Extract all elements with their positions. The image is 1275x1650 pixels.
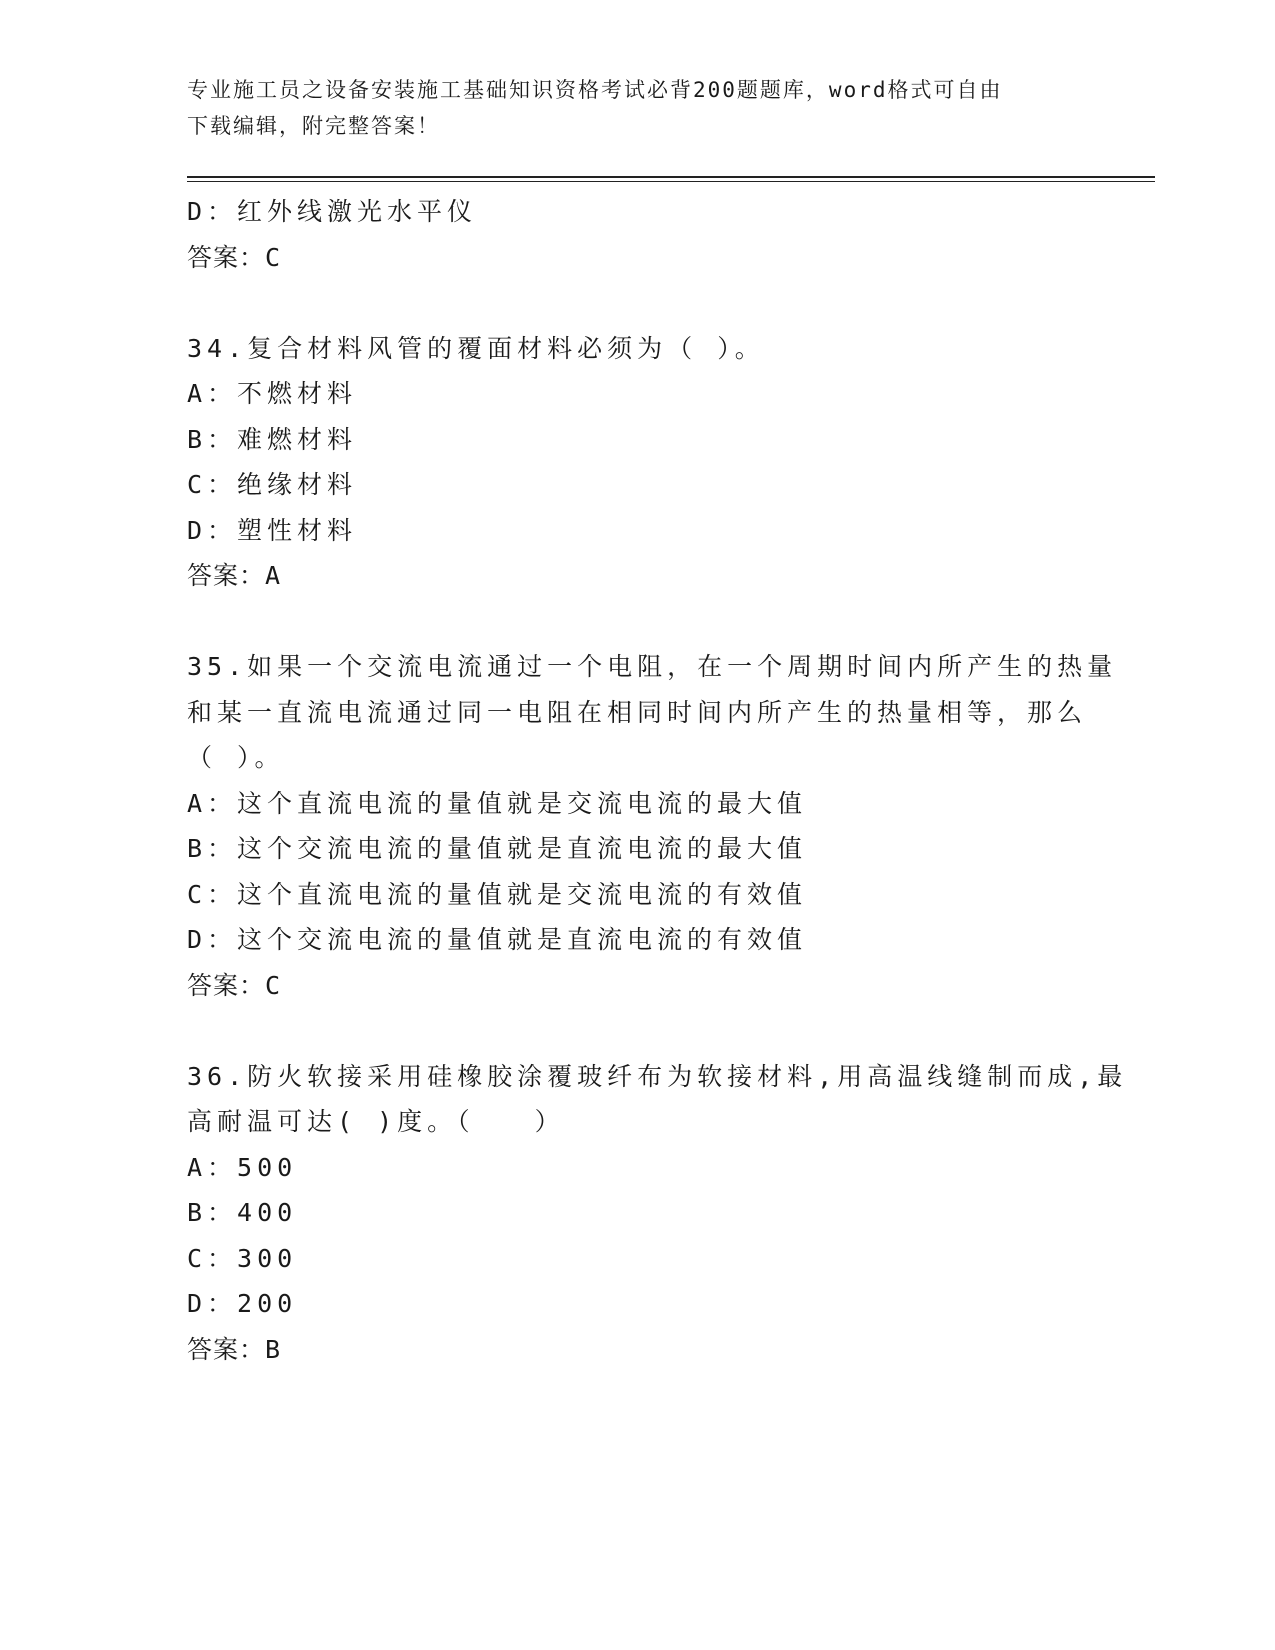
answer-line — [187, 235, 1087, 281]
question-stem-line: 35.如果一个交流电流通过一个电阻，在一个周期时间内所产生的热量 — [187, 652, 1118, 681]
option-c: C：绝缘材料 — [187, 470, 358, 499]
answer-label: 答案： — [187, 1334, 266, 1364]
previous-question-fragment — [187, 189, 1087, 280]
answer-line — [187, 553, 1087, 599]
option-d: D：红外线激光水平仪 — [187, 197, 478, 226]
question-stem-line: 高耐温可达( )度。（ ） — [187, 1107, 565, 1136]
answer-value: B — [265, 1334, 282, 1364]
spacer — [187, 599, 1087, 645]
option-d: D：塑性材料 — [187, 515, 358, 545]
spacer — [187, 280, 1087, 326]
answer-label: 答案： — [187, 561, 266, 590]
option-b: B：难燃材料 — [187, 424, 358, 454]
option-d: D：这个交流电流的量值就是直流电流的有效值 — [187, 925, 808, 954]
question-stem-line: 36.防火软接采用硅橡胶涂覆玻纤布为软接材料,用高温线缝制而成,最 — [187, 1061, 1128, 1091]
answer-line — [187, 963, 1087, 1009]
header-divider-thin — [187, 181, 1155, 182]
option-b: B：400 — [187, 1198, 298, 1227]
answer-value: C — [265, 970, 282, 1000]
answer-line — [187, 1327, 1087, 1373]
question-stem-line: 34.复合材料风管的覆面材料必须为（ ）。 — [187, 333, 765, 363]
question-stem-line: 和某一直流电流通过同一电阻在相同时间内所产生的热量相等，那么 — [187, 697, 1088, 727]
header-divider-thick — [187, 176, 1155, 178]
option-a: A：500 — [187, 1152, 298, 1182]
option-b: B：这个交流电流的量值就是直流电流的最大值 — [187, 834, 808, 863]
question-content — [187, 189, 1128, 1372]
spacer — [187, 1008, 1087, 1054]
document-header: 专业施工员之设备安装施工基础知识资格考试必背200题题库，word格式可自由 下载编辑，附完整答案！ — [187, 78, 1003, 138]
question-stem-line: （ ）。 — [187, 743, 285, 772]
option-a: A：这个直流电流的量值就是交流电流的最大值 — [187, 788, 808, 818]
question-35 — [187, 644, 1118, 1008]
answer-label: 答案： — [187, 242, 266, 272]
question-34 — [187, 326, 1087, 599]
answer-value: C — [265, 242, 282, 272]
option-c: C：300 — [187, 1243, 298, 1273]
option-d: D：200 — [187, 1289, 298, 1318]
option-c: C：这个直流电流的量值就是交流电流的有效值 — [187, 879, 808, 909]
answer-value: A — [265, 561, 282, 590]
question-36 — [187, 1054, 1128, 1373]
answer-label: 答案： — [187, 970, 266, 1000]
option-a: A：不燃材料 — [187, 379, 358, 408]
